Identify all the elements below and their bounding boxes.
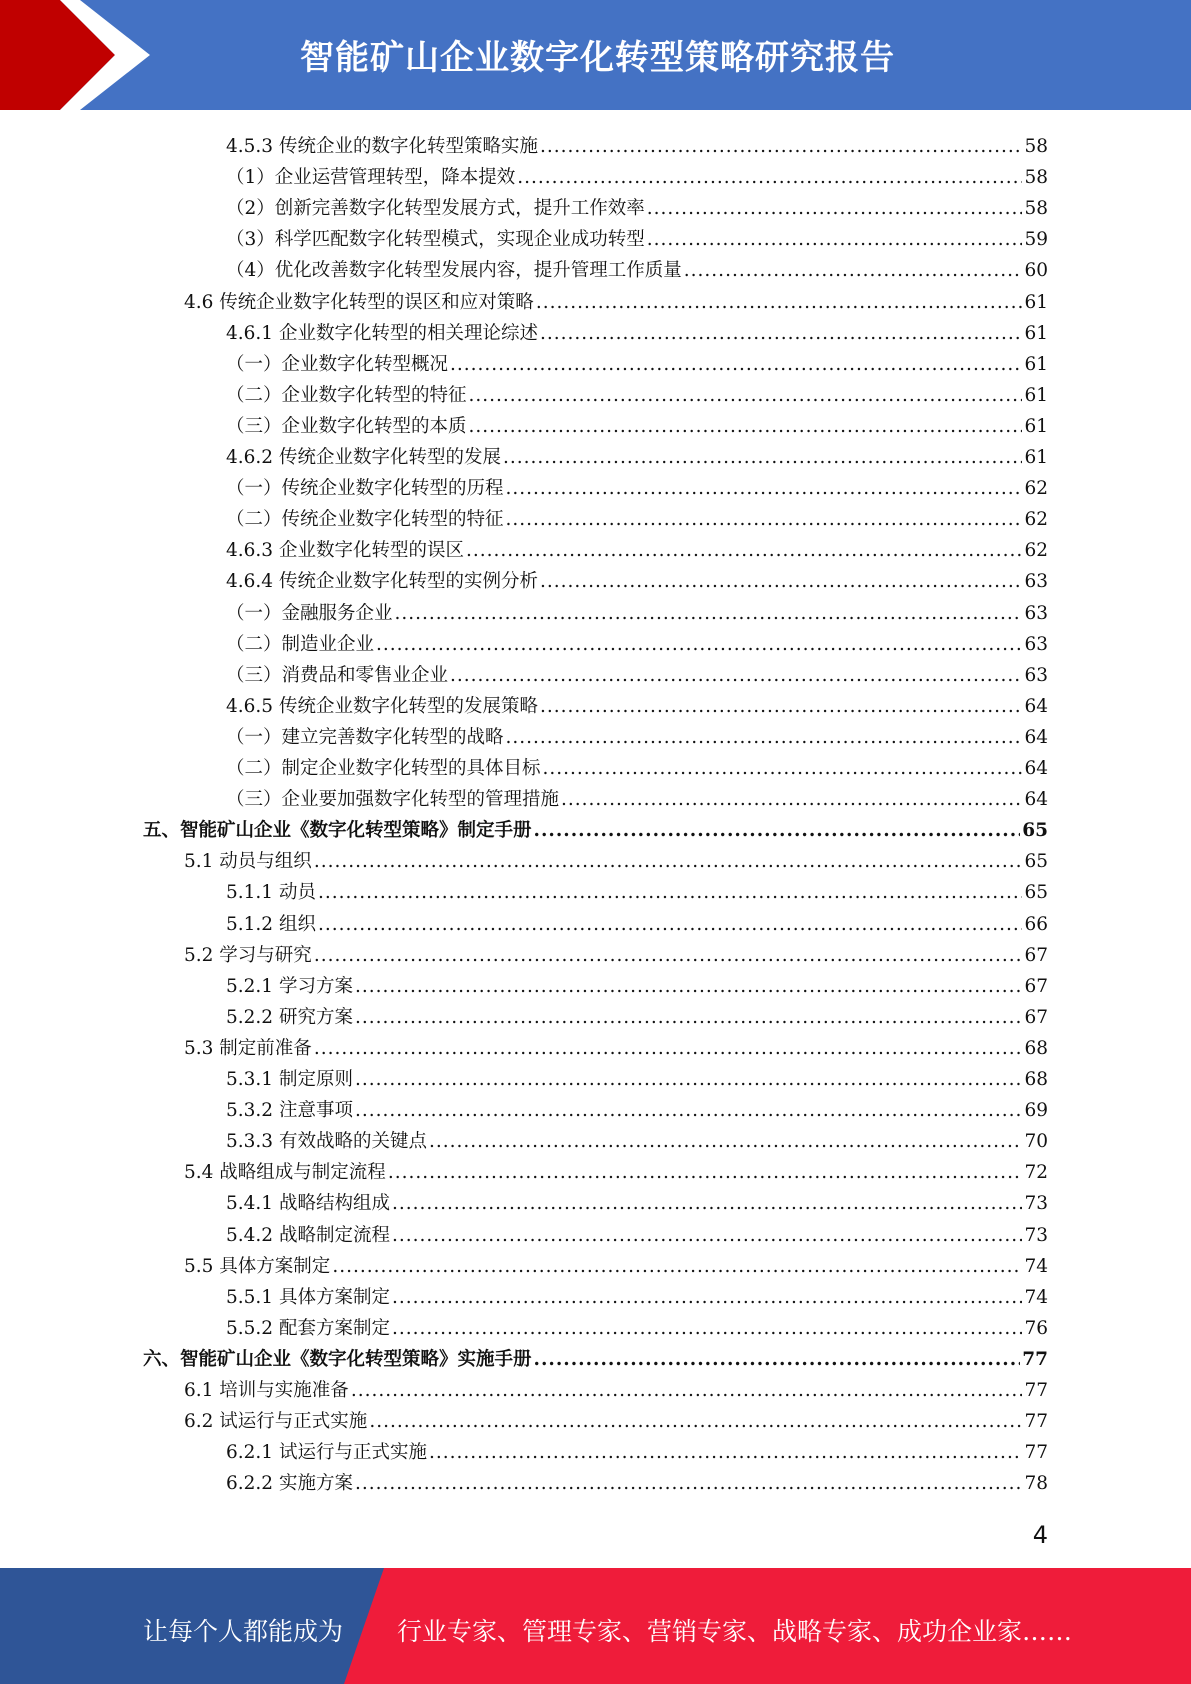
toc-entry-page: 63 [1024,602,1048,624]
toc-entry-label: 5.1.2 组织 [226,913,316,935]
toc-entry-label: （三）企业数字化转型的本质 [226,415,467,437]
toc-entry[interactable] [184,1247,1048,1278]
toc-entry-label: 5.4.2 战略制定流程 [226,1224,390,1246]
toc-entry[interactable] [226,749,1048,780]
toc-entry-label: 5.4.1 战略结构组成 [226,1193,390,1215]
toc-entry-page: 64 [1024,758,1048,779]
toc-entry-label: 5.4 战略组成与制定流程 [184,1162,386,1184]
toc-entry-label: （1）企业运营管理转型，降本提效 [226,167,516,189]
toc-dot-leader [450,354,1022,376]
toc-entry-label: 6.2 试运行与正式实施 [184,1411,368,1433]
toc-entry[interactable] [226,1184,1048,1215]
toc-dot-leader [466,540,1022,562]
toc-entry-page: 58 [1024,167,1048,189]
toc-entry-page: 64 [1024,789,1048,811]
toc-entry-label: 6.2.1 试运行与正式实施 [226,1442,427,1464]
toc-entry-page: 74 [1024,1255,1048,1277]
toc-dot-leader [355,976,1023,998]
toc-entry-label: 5.1.1 动员 [226,882,316,904]
toc-entry-page: 65 [1024,882,1048,904]
toc-entry[interactable] [226,251,1048,282]
toc-entry-page: 58 [1024,198,1048,220]
toc-dot-leader [355,1069,1023,1091]
toc-entry[interactable] [226,562,1048,593]
toc-entry[interactable] [226,376,1048,407]
toc-entry-label: （二）传统企业数字化转型的特征 [226,509,504,531]
toc-entry-page: 67 [1024,944,1048,966]
toc-entry-label: （2）创新完善数字化转型发展方式，提升工作效率 [226,198,645,220]
toc-entry-label: 4.6.5 传统企业数字化转型的发展策略 [226,695,538,717]
toc-dot-leader [517,167,1022,189]
toc-dot-leader [392,1193,1022,1215]
toc-dot-leader [429,1131,1022,1153]
toc-entry-page: 63 [1024,664,1048,686]
toc-entry-label: （二）企业数字化转型的特征 [226,384,467,406]
toc-entry[interactable] [226,1309,1048,1340]
toc-entry[interactable] [226,469,1048,500]
toc-entry-page: 61 [1024,291,1048,313]
toc-entry-label: （三）消费品和零售业企业 [226,664,449,686]
toc-entry-page: 77 [1024,1380,1048,1401]
toc-entry[interactable] [226,189,1048,220]
toc-entry-label: 五、智能矿山企业《数字化转型策略》制定手册 [143,820,532,842]
toc-entry[interactable] [226,905,1048,936]
toc-entry-label: 5.5.2 配套方案制定 [226,1317,390,1339]
toc-dot-leader [534,1349,1021,1371]
toc-entry-page: 65 [1024,851,1048,873]
toc-dot-leader [469,385,1023,407]
toc-dot-leader [540,696,1022,718]
toc-entry[interactable] [226,1278,1048,1309]
chevron-arrow-icon [0,0,160,110]
toc-entry-label: （三）企业要加强数字化转型的管理措施 [226,789,560,811]
toc-entry-label: 5.1 动员与组织 [184,851,312,873]
toc-dot-leader [534,820,1021,842]
toc-entry[interactable] [184,1402,1048,1433]
toc-entry-label: （一）金融服务企业 [226,602,393,624]
toc-entry[interactable] [184,1029,1048,1060]
toc-entry-label: 4.5.3 传统企业的数字化转型策略实施 [226,136,538,157]
toc-entry[interactable] [226,967,1048,998]
toc-entry-page: 69 [1024,1100,1048,1122]
toc-entry-label: 5.2 学习与研究 [184,944,312,966]
toc-entry-page: 63 [1024,633,1048,655]
footer-slogan-right: 行业专家、管理专家、营销专家、战略专家、成功企业家…… [397,1617,1073,1646]
toc-entry-label: （4）优化改善数字化转型发展内容，提升管理工作质量 [226,260,682,282]
toc-entry-label: 5.3.2 注意事项 [226,1100,353,1122]
toc-dot-leader [506,478,1023,500]
toc-entry-page: 66 [1024,913,1048,935]
toc-entry-label: 6.2.2 实施方案 [226,1473,353,1495]
toc-entry-page: 62 [1024,509,1048,531]
toc-entry-page: 58 [1024,136,1048,157]
toc-entry-label: 六、智能矿山企业《数字化转型策略》实施手册 [143,1348,532,1370]
toc-entry-label: 4.6.1 企业数字化转型的相关理论综述 [226,322,538,344]
toc-entry[interactable] [226,594,1048,625]
toc-entry-page: 67 [1024,1006,1048,1028]
toc-dot-leader [355,1007,1023,1029]
toc-entry-label: 4.6.4 传统企业数字化转型的实例分析 [226,571,538,593]
toc-entry[interactable] [184,936,1048,967]
toc-entry[interactable] [226,1216,1048,1247]
toc-entry[interactable] [226,345,1048,376]
toc-dot-leader [469,416,1023,438]
toc-entry-page: 61 [1024,384,1048,406]
toc-dot-leader [647,198,1023,220]
toc-entry-label: （3）科学匹配数字化转型模式，实现企业成功转型 [226,229,645,251]
toc-entry-label: （一）建立完善数字化转型的战略 [226,726,504,748]
toc-entry-page: 61 [1024,415,1048,437]
toc-dot-leader [369,1411,1022,1433]
toc-entry[interactable] [226,158,1048,189]
toc-dot-leader [318,882,1023,904]
toc-entry[interactable] [226,438,1048,469]
toc-entry-label: 5.3 制定前准备 [184,1037,312,1059]
toc-entry-page: 77 [1022,1348,1048,1370]
toc-dot-leader [395,603,1023,625]
toc-dot-leader [503,447,1022,469]
toc-entry[interactable] [143,1340,1048,1371]
toc-entry[interactable] [226,873,1048,904]
toc-dot-leader [684,260,1023,282]
toc-dot-leader [561,789,1022,811]
toc-dot-leader [429,1442,1022,1464]
toc-entry-label: 5.3.3 有效战略的关键点 [226,1131,427,1153]
toc-entry[interactable] [226,407,1048,438]
toc-entry-page: 65 [1022,820,1048,842]
toc-entry-label: 5.5.1 具体方案制定 [226,1286,390,1308]
toc-entry-label: （二）制定企业数字化转型的具体目标 [226,758,541,779]
toc-entry[interactable] [226,625,1048,656]
toc-dot-leader [540,323,1022,345]
document-title: 智能矿山企业数字化转型策略研究报告 [300,38,895,78]
toc-entry-page: 59 [1024,229,1048,251]
toc-dot-leader [392,1318,1022,1340]
toc-entry[interactable] [184,1153,1048,1184]
toc-dot-leader [314,851,1023,873]
toc-entry-page: 62 [1024,540,1048,562]
toc-dot-leader [392,1225,1022,1247]
toc-entry-page: 78 [1024,1473,1048,1495]
toc-entry[interactable] [226,1122,1048,1153]
toc-entry-label: 4.6 传统企业数字化转型的误区和应对策略 [184,291,534,313]
toc-dot-leader [314,1038,1023,1060]
toc-entry-page: 72 [1024,1162,1048,1184]
toc-dot-leader [506,727,1023,749]
toc-dot-leader [450,665,1022,687]
toc-entry-label: 5.3.1 制定原则 [226,1069,353,1090]
toc-entry[interactable] [226,1091,1048,1122]
toc-dot-leader [314,945,1023,967]
toc-entry-page: 64 [1024,726,1048,748]
toc-dot-leader [647,229,1023,251]
toc-dot-leader [506,509,1023,531]
toc-dot-leader [543,758,1023,780]
toc-entry[interactable] [226,780,1048,811]
toc-entry-page: 60 [1024,260,1048,282]
page-header [0,0,1191,110]
toc-entry-page: 68 [1024,1069,1048,1090]
toc-entry-page: 74 [1024,1286,1048,1308]
toc-entry-page: 64 [1024,695,1048,717]
toc-entry-label: （二）制造业企业 [226,633,375,655]
toc-dot-leader [536,292,1023,314]
toc-entry[interactable] [226,1464,1048,1495]
toc-entry-page: 68 [1024,1037,1048,1059]
page-footer [0,1568,1191,1684]
toc-entry[interactable] [226,220,1048,251]
toc-dot-leader [318,914,1023,936]
toc-entry-label: 5.2.1 学习方案 [226,975,353,997]
toc-entry-page: 63 [1024,571,1048,593]
toc-entry-label: （一）企业数字化转型概况 [226,353,449,375]
toc-entry-page: 70 [1024,1131,1048,1153]
toc-entry-page: 77 [1024,1411,1048,1433]
toc-entry[interactable] [184,842,1048,873]
toc-entry[interactable] [226,656,1048,687]
toc-entry[interactable] [226,718,1048,749]
toc-entry-label: 4.6.3 企业数字化转型的误区 [226,540,464,562]
toc-entry-page: 77 [1024,1442,1048,1464]
toc-entry-page: 61 [1024,322,1048,344]
toc-entry-label: 5.2.2 研究方案 [226,1006,353,1028]
toc-entry-page: 62 [1024,478,1048,500]
toc-entry[interactable] [184,283,1048,314]
toc-dot-leader [355,1473,1023,1495]
page-number: 4 [1032,1521,1048,1549]
toc-entry-label: （一）传统企业数字化转型的历程 [226,478,504,500]
toc-entry[interactable] [226,127,1048,158]
toc-entry[interactable] [226,1433,1048,1464]
toc-dot-leader [540,571,1022,593]
footer-slogan-left: 让每个人都能成为 [143,1617,344,1646]
toc-entry-page: 67 [1024,975,1048,997]
toc-entry[interactable] [226,500,1048,531]
toc-dot-leader [376,634,1022,656]
toc-entry[interactable] [226,531,1048,562]
toc-entry[interactable] [184,1371,1048,1402]
toc-entry-label: 4.6.2 传统企业数字化转型的发展 [226,447,501,468]
toc-dot-leader [392,1287,1022,1309]
toc-entry-page: 61 [1024,353,1048,375]
toc-entry-page: 73 [1024,1193,1048,1215]
toc-entry-page: 61 [1024,447,1048,468]
toc-dot-leader [355,1100,1023,1122]
toc-entry-label: 6.1 培训与实施准备 [184,1380,349,1401]
toc-dot-leader [332,1256,1022,1278]
toc-entry[interactable] [226,687,1048,718]
toc-entry[interactable] [226,1060,1048,1091]
toc-entry-page: 73 [1024,1224,1048,1246]
toc-entry[interactable] [226,314,1048,345]
toc-dot-leader [540,136,1022,158]
toc-entry[interactable] [143,811,1048,842]
toc-dot-leader [351,1380,1023,1402]
toc-entry-label: 5.5 具体方案制定 [184,1255,331,1277]
toc-dot-leader [388,1162,1023,1184]
toc-entry[interactable] [226,998,1048,1029]
toc-entry-page: 76 [1024,1317,1048,1339]
